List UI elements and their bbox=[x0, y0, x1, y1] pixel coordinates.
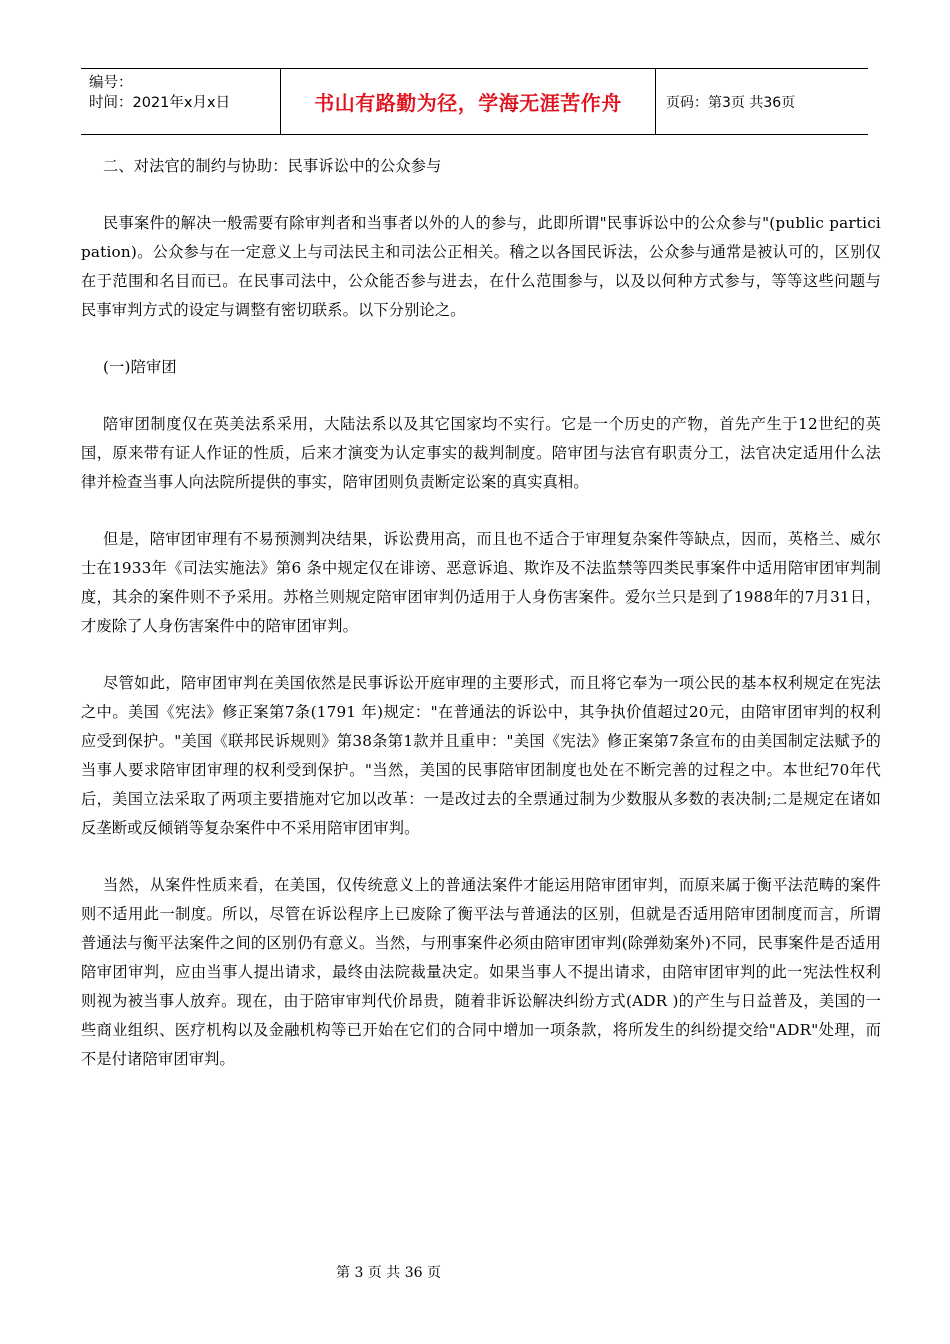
body-paragraph: 当然，从案件性质来看，在美国，仅传统意义上的普通法案件才能运用陪审团审判，而原来属于衡平法范畴的案件则不适用此一制度。所以，尽管在诉讼程序上已废除了衡平法与普通法的区别，但就是否适用陪审团制度而言，所谓普通法与衡平法案件之间的区别仍有意义。当然，与刑事案件必须由陪审团审判(除弹劾案外)不同，民事案件是否适用陪审团审判，应由当事人提出请求，最终由法院裁量决定。如果当事人不提出请求，由陪审团审判的此一宪法性权利则视为被当事人放弃。现在，由于陪审审判代价昂贵，随着非诉讼解决纠纷方式(ADR )的产生与日益普及，美国的一些商业组织、医疗机构以及金融机构等已开始在它们的合同中增加一项条款，将所发生的纠纷提交给"ADR"处理，而不是付诸陪审团审判。 bbox=[81, 876, 881, 1068]
section-heading: 二、对法官的制约与协助：民事诉讼中的公众参与 bbox=[103, 157, 442, 175]
document-number-label: 编号： bbox=[89, 75, 133, 91]
document-body bbox=[81, 152, 881, 1074]
header-page-number: 页码：第3页 共36页 bbox=[666, 94, 796, 111]
body-paragraph: 民事案件的解决一般需要有除审判者和当事者以外的人的参与，此即所谓"民事诉讼中的公众参与"(public participation)。公众参与在一定意义上与司法民主和司法公正相关。稽之以各国民诉法，公众参与通常是被认可的，区别仅在于范围和名目而已。在民事司法中，公众能否参与进去，在什么范围参与，以及以何种方式参与，等等这些问题与民事审判方式的设定与调整有密切联系。以下分别论之。 bbox=[81, 214, 881, 319]
body-paragraph: 但是，陪审团审理有不易预测判决结果，诉讼费用高，而且也不适合于审理复杂案件等缺点，因而，英格兰、威尔士在1933年《司法实施法》第6 条中规定仅在诽谤、恶意诉追、欺诈及不法监禁等四类民事案件中适用陪审团审判制度，其余的案件则不予采用。苏格兰则规定陪审团审判仍适用于人身伤害案件。爱尔兰只是到了1988年的7月31日，才废除了人身伤害案件中的陪审团审判。 bbox=[81, 530, 881, 635]
document-header bbox=[81, 68, 868, 135]
header-meta-cell bbox=[81, 69, 281, 134]
subsection-heading: (一)陪审团 bbox=[103, 358, 177, 376]
document-date-label: 时间：2021年x月x日 bbox=[89, 95, 231, 111]
body-paragraph: 陪审团制度仅在英美法系采用，大陆法系以及其它国家均不实行。它是一个历史的产物，首先产生于12世纪的英国，原来带有证人作证的性质，后来才演变为认定事实的裁判制度。陪审团与法官有职责分工，法官决定适用什么法律并检查当事人向法院所提供的事实，陪审团则负责断定讼案的真实真相。 bbox=[81, 415, 881, 491]
page-footer: 第 3 页 共 36 页 bbox=[336, 1265, 441, 1281]
header-motto: 书山有路勤为径，学海无涯苦作舟 bbox=[281, 69, 656, 134]
body-paragraph: 尽管如此，陪审团审判在美国依然是民事诉讼开庭审理的主要形式，而且将它奉为一项公民的基本权利规定在宪法之中。美国《宪法》修正案第7条(1791 年)规定："在普通法的诉讼中，其争执价值超过20元，由陪审团审判的权利应受到保护。"美国《联邦民诉规则》第38条第1款并且重申："美国《宪法》修正案第7条宣布的由美国制定法赋予的当事人要求陪审团审理的权利受到保护。"当然，美国的民事陪审团制度也处在不断完善的过程之中。本世纪70年代后，美国立法采取了两项主要措施对它加以改革：一是改过去的全票通过制为少数服从多数的表决制;二是规定在诸如反垄断或反倾销等复杂案件中不采用陪审团审判。 bbox=[81, 674, 881, 837]
